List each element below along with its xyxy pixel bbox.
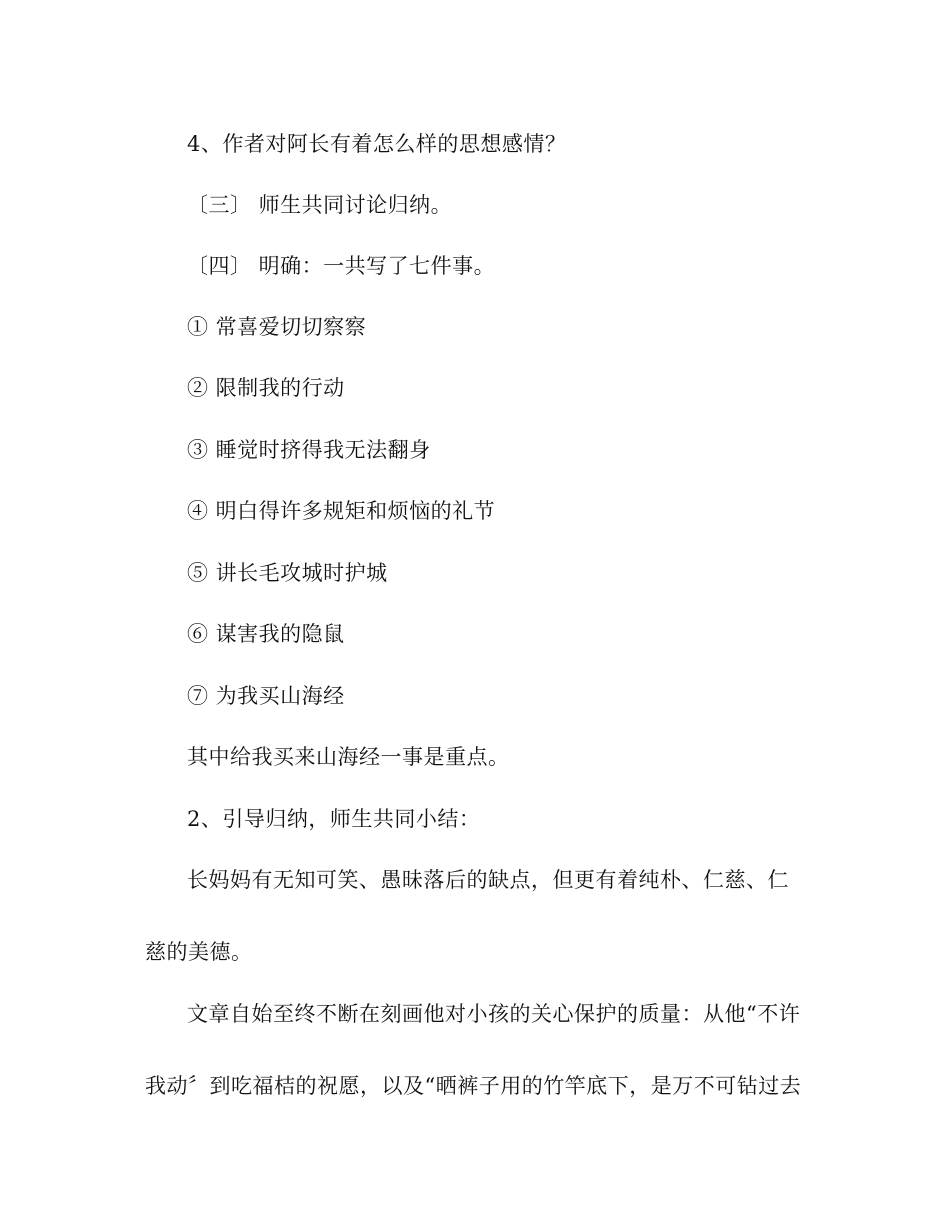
section-four-line: 〔四〕 明确：一共写了七件事。 xyxy=(187,254,496,278)
question-line: 4、作者对阿长有着怎么样的思想感情？ xyxy=(187,132,567,156)
paragraph-line: 长妈妈有无知可笑、愚昧落后的缺点，但更有着纯朴、仁慈、仁 xyxy=(187,868,789,892)
list-item: ⑦ 为我买山海经 xyxy=(187,684,345,708)
list-item: ④ 明白得许多规矩和烦恼的礼节 xyxy=(187,499,496,523)
paragraph-line: 慈的美德。 xyxy=(145,940,253,964)
list-item: ① 常喜爱切切察察 xyxy=(187,315,367,339)
paragraph-line: 我动〞到吃福桔的祝愿，以及“晒裤子用的竹竿底下，是万不可钻过去 xyxy=(145,1074,802,1098)
list-item: ⑤ 讲长毛攻城时护城 xyxy=(187,561,388,585)
list-item: ② 限制我的行动 xyxy=(187,376,345,400)
list-item: ③ 睡觉时挤得我无法翻身 xyxy=(187,438,431,462)
paragraph-line: 文章自始至终不断在刻画他对小孩的关心保护的质量：从他“不许 xyxy=(187,1002,801,1026)
list-item: ⑥ 谋害我的隐鼠 xyxy=(187,622,345,646)
section-three-line: 〔三〕 师生共同讨论归纳。 xyxy=(187,193,453,217)
key-point-line: 其中给我买来山海经一事是重点。 xyxy=(187,745,510,769)
summary-heading-line: 2、引导归纳，师生共同小结： xyxy=(187,807,481,831)
